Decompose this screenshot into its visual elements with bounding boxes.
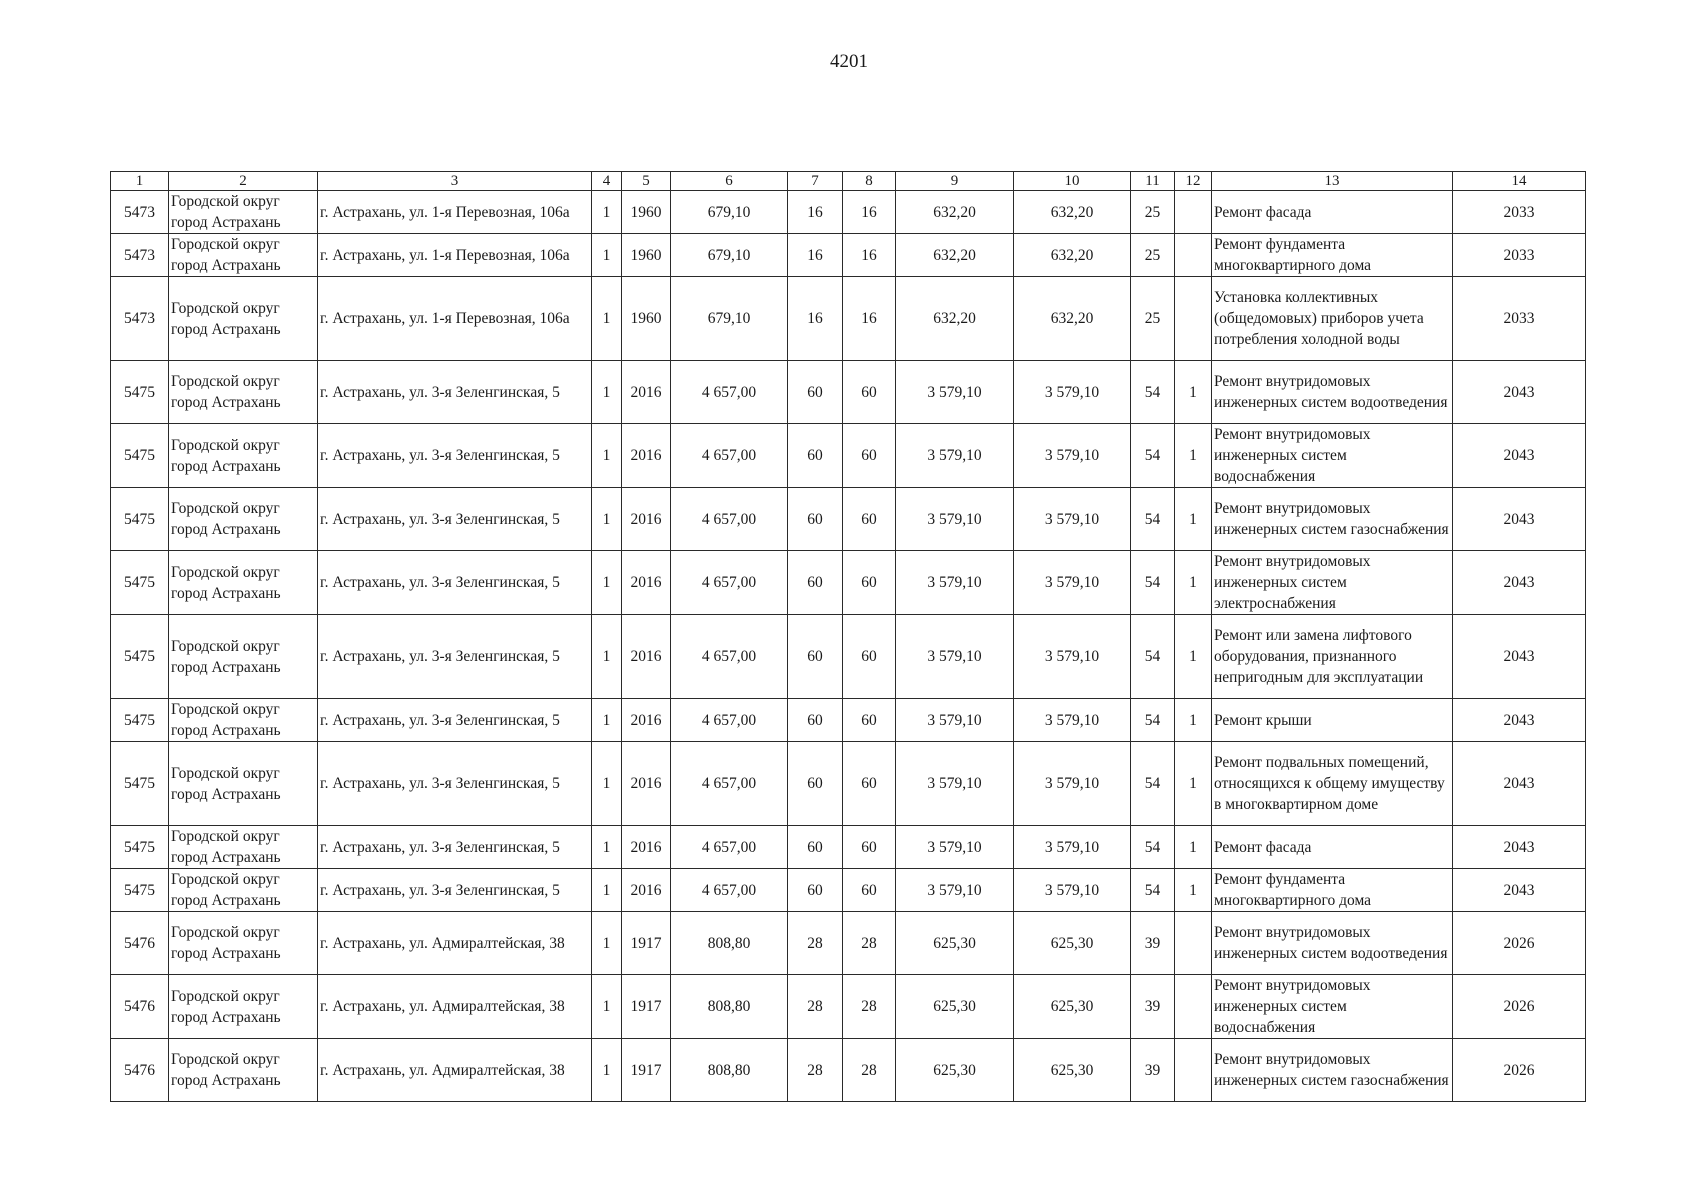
cell-col-12: 1 [1175, 826, 1212, 869]
cell-col-4: 1 [592, 912, 622, 975]
cell-address: г. Астрахань, ул. 1-я Перевозная, 106а [318, 234, 592, 277]
table-row [111, 488, 1586, 551]
table-row [111, 975, 1586, 1039]
cell-col-8: 60 [843, 361, 896, 424]
column-header-14: 14 [1453, 172, 1586, 191]
cell-municipality: Городской округ город Астрахань [169, 551, 318, 615]
cell-work-type: Ремонт или замена лифтового оборудования, признанного непригодным для эксплуатации [1212, 615, 1453, 699]
cell-municipality: Городской округ город Астрахань [169, 488, 318, 551]
cell-planned-year: 2043 [1453, 551, 1586, 615]
cell-planned-year: 2043 [1453, 742, 1586, 826]
cell-address: г. Астрахань, ул. 3-я Зеленгинская, 5 [318, 826, 592, 869]
cell-col-7: 60 [788, 742, 843, 826]
cell-col-4: 1 [592, 424, 622, 488]
cell-col-4: 1 [592, 699, 622, 742]
table-row [111, 912, 1586, 975]
capital-repair-table [110, 171, 1586, 1102]
cell-total-area: 4 657,00 [671, 699, 788, 742]
cell-col-4: 1 [592, 742, 622, 826]
cell-col-12 [1175, 191, 1212, 234]
cell-col-11: 25 [1131, 277, 1175, 361]
table-row [111, 191, 1586, 234]
cell-col-12 [1175, 912, 1212, 975]
cell-municipality: Городской округ город Астрахань [169, 1039, 318, 1102]
cell-col-4: 1 [592, 615, 622, 699]
cell-col-11: 54 [1131, 488, 1175, 551]
cell-municipality: Городской округ город Астрахань [169, 191, 318, 234]
cell-col-4: 1 [592, 234, 622, 277]
cell-total-area: 808,80 [671, 1039, 788, 1102]
cell-area-9: 632,20 [896, 191, 1014, 234]
column-header-5: 5 [622, 172, 671, 191]
cell-planned-year: 2043 [1453, 826, 1586, 869]
cell-municipality: Городской округ город Астрахань [169, 975, 318, 1039]
cell-col-11: 54 [1131, 551, 1175, 615]
cell-record-id: 5475 [111, 488, 169, 551]
cell-col-12 [1175, 975, 1212, 1039]
cell-col-11: 54 [1131, 869, 1175, 912]
cell-area-10: 3 579,10 [1014, 699, 1131, 742]
cell-planned-year: 2043 [1453, 869, 1586, 912]
cell-build-year: 2016 [622, 699, 671, 742]
column-header-6: 6 [671, 172, 788, 191]
cell-work-type: Ремонт подвальных помещений, относящихся к общему имуществу в многоквартирном доме [1212, 742, 1453, 826]
cell-work-type: Ремонт внутридомовых инженерных систем водоотведения [1212, 912, 1453, 975]
cell-col-4: 1 [592, 869, 622, 912]
cell-total-area: 4 657,00 [671, 551, 788, 615]
cell-municipality: Городской округ город Астрахань [169, 699, 318, 742]
cell-area-10: 3 579,10 [1014, 488, 1131, 551]
cell-col-12 [1175, 1039, 1212, 1102]
cell-work-type: Ремонт внутридомовых инженерных систем электроснабжения [1212, 551, 1453, 615]
cell-planned-year: 2043 [1453, 424, 1586, 488]
cell-col-7: 60 [788, 699, 843, 742]
table-row [111, 869, 1586, 912]
table-row [111, 826, 1586, 869]
table-row [111, 699, 1586, 742]
cell-area-9: 3 579,10 [896, 361, 1014, 424]
cell-municipality: Городской округ город Астрахань [169, 869, 318, 912]
cell-record-id: 5475 [111, 699, 169, 742]
table-row [111, 742, 1586, 826]
cell-planned-year: 2033 [1453, 277, 1586, 361]
cell-record-id: 5473 [111, 277, 169, 361]
cell-col-11: 25 [1131, 191, 1175, 234]
table-row [111, 424, 1586, 488]
cell-total-area: 4 657,00 [671, 361, 788, 424]
cell-col-7: 28 [788, 975, 843, 1039]
cell-area-10: 3 579,10 [1014, 826, 1131, 869]
cell-col-8: 28 [843, 1039, 896, 1102]
cell-col-8: 60 [843, 742, 896, 826]
cell-col-11: 25 [1131, 234, 1175, 277]
cell-area-10: 632,20 [1014, 191, 1131, 234]
cell-col-12: 1 [1175, 424, 1212, 488]
cell-planned-year: 2043 [1453, 488, 1586, 551]
cell-col-12: 1 [1175, 361, 1212, 424]
header-row [111, 172, 1586, 191]
cell-col-12 [1175, 277, 1212, 361]
cell-area-9: 625,30 [896, 1039, 1014, 1102]
cell-col-4: 1 [592, 277, 622, 361]
cell-work-type: Ремонт внутридомовых инженерных систем газоснабжения [1212, 1039, 1453, 1102]
cell-area-9: 3 579,10 [896, 615, 1014, 699]
cell-col-11: 54 [1131, 615, 1175, 699]
cell-address: г. Астрахань, ул. 1-я Перевозная, 106а [318, 191, 592, 234]
cell-col-11: 54 [1131, 699, 1175, 742]
cell-build-year: 2016 [622, 615, 671, 699]
cell-record-id: 5475 [111, 826, 169, 869]
cell-record-id: 5476 [111, 912, 169, 975]
cell-col-7: 60 [788, 551, 843, 615]
cell-col-4: 1 [592, 488, 622, 551]
column-header-12: 12 [1175, 172, 1212, 191]
cell-work-type: Ремонт фундамента многоквартирного дома [1212, 869, 1453, 912]
cell-address: г. Астрахань, ул. 3-я Зеленгинская, 5 [318, 361, 592, 424]
cell-area-10: 3 579,10 [1014, 361, 1131, 424]
cell-col-8: 60 [843, 615, 896, 699]
cell-build-year: 2016 [622, 361, 671, 424]
cell-col-4: 1 [592, 826, 622, 869]
cell-area-9: 3 579,10 [896, 742, 1014, 826]
cell-area-9: 3 579,10 [896, 699, 1014, 742]
cell-address: г. Астрахань, ул. 1-я Перевозная, 106а [318, 277, 592, 361]
cell-municipality: Городской округ город Астрахань [169, 615, 318, 699]
cell-col-11: 39 [1131, 912, 1175, 975]
cell-col-11: 39 [1131, 975, 1175, 1039]
cell-build-year: 1960 [622, 191, 671, 234]
cell-col-12: 1 [1175, 869, 1212, 912]
cell-area-10: 632,20 [1014, 234, 1131, 277]
cell-area-9: 3 579,10 [896, 826, 1014, 869]
table-row [111, 1039, 1586, 1102]
cell-municipality: Городской округ город Астрахань [169, 361, 318, 424]
cell-col-8: 60 [843, 488, 896, 551]
cell-total-area: 4 657,00 [671, 826, 788, 869]
cell-work-type: Ремонт внутридомовых инженерных систем водоснабжения [1212, 424, 1453, 488]
cell-work-type: Установка коллективных (общедомовых) приборов учета потребления холодной воды [1212, 277, 1453, 361]
cell-build-year: 1960 [622, 277, 671, 361]
cell-area-10: 3 579,10 [1014, 551, 1131, 615]
cell-record-id: 5475 [111, 551, 169, 615]
cell-col-7: 60 [788, 361, 843, 424]
cell-col-4: 1 [592, 551, 622, 615]
cell-col-11: 54 [1131, 424, 1175, 488]
column-header-4: 4 [592, 172, 622, 191]
cell-col-4: 1 [592, 1039, 622, 1102]
cell-area-9: 632,20 [896, 234, 1014, 277]
cell-work-type: Ремонт внутридомовых инженерных систем газоснабжения [1212, 488, 1453, 551]
cell-col-12: 1 [1175, 742, 1212, 826]
cell-area-9: 625,30 [896, 912, 1014, 975]
cell-total-area: 4 657,00 [671, 424, 788, 488]
column-header-11: 11 [1131, 172, 1175, 191]
cell-municipality: Городской округ город Астрахань [169, 234, 318, 277]
cell-col-8: 60 [843, 551, 896, 615]
cell-record-id: 5475 [111, 869, 169, 912]
cell-build-year: 1917 [622, 975, 671, 1039]
table-row [111, 551, 1586, 615]
cell-work-type: Ремонт крыши [1212, 699, 1453, 742]
cell-area-10: 3 579,10 [1014, 742, 1131, 826]
cell-work-type: Ремонт фасада [1212, 826, 1453, 869]
cell-address: г. Астрахань, ул. 3-я Зеленгинская, 5 [318, 699, 592, 742]
cell-col-7: 16 [788, 191, 843, 234]
cell-col-11: 39 [1131, 1039, 1175, 1102]
cell-build-year: 2016 [622, 424, 671, 488]
cell-col-8: 60 [843, 424, 896, 488]
cell-planned-year: 2043 [1453, 361, 1586, 424]
table-row [111, 234, 1586, 277]
cell-col-7: 60 [788, 488, 843, 551]
cell-col-11: 54 [1131, 361, 1175, 424]
column-header-2: 2 [169, 172, 318, 191]
cell-area-9: 632,20 [896, 277, 1014, 361]
cell-col-7: 28 [788, 912, 843, 975]
cell-build-year: 2016 [622, 488, 671, 551]
cell-col-8: 16 [843, 277, 896, 361]
cell-col-7: 60 [788, 615, 843, 699]
cell-area-9: 625,30 [896, 975, 1014, 1039]
cell-col-7: 60 [788, 826, 843, 869]
cell-area-10: 3 579,10 [1014, 424, 1131, 488]
cell-planned-year: 2043 [1453, 699, 1586, 742]
cell-total-area: 808,80 [671, 912, 788, 975]
column-header-3: 3 [318, 172, 592, 191]
cell-area-9: 3 579,10 [896, 869, 1014, 912]
cell-col-8: 28 [843, 975, 896, 1039]
cell-address: г. Астрахань, ул. 3-я Зеленгинская, 5 [318, 742, 592, 826]
cell-build-year: 1917 [622, 1039, 671, 1102]
table-body [111, 191, 1586, 1102]
cell-col-11: 54 [1131, 742, 1175, 826]
cell-work-type: Ремонт фундамента многоквартирного дома [1212, 234, 1453, 277]
cell-planned-year: 2033 [1453, 234, 1586, 277]
cell-planned-year: 2026 [1453, 1039, 1586, 1102]
cell-col-8: 16 [843, 234, 896, 277]
cell-area-9: 3 579,10 [896, 424, 1014, 488]
cell-col-12: 1 [1175, 699, 1212, 742]
cell-municipality: Городской округ город Астрахань [169, 826, 318, 869]
cell-record-id: 5475 [111, 615, 169, 699]
cell-col-12: 1 [1175, 488, 1212, 551]
cell-work-type: Ремонт внутридомовых инженерных систем водоотведения [1212, 361, 1453, 424]
column-header-8: 8 [843, 172, 896, 191]
cell-area-10: 625,30 [1014, 975, 1131, 1039]
cell-record-id: 5475 [111, 424, 169, 488]
cell-area-10: 3 579,10 [1014, 869, 1131, 912]
cell-area-10: 632,20 [1014, 277, 1131, 361]
cell-col-7: 60 [788, 424, 843, 488]
table-row [111, 615, 1586, 699]
cell-area-10: 625,30 [1014, 912, 1131, 975]
cell-col-4: 1 [592, 975, 622, 1039]
column-header-10: 10 [1014, 172, 1131, 191]
cell-col-7: 16 [788, 234, 843, 277]
cell-build-year: 1960 [622, 234, 671, 277]
cell-address: г. Астрахань, ул. 3-я Зеленгинская, 5 [318, 615, 592, 699]
cell-total-area: 4 657,00 [671, 488, 788, 551]
cell-col-12: 1 [1175, 615, 1212, 699]
cell-municipality: Городской округ город Астрахань [169, 912, 318, 975]
column-header-13: 13 [1212, 172, 1453, 191]
cell-build-year: 1917 [622, 912, 671, 975]
cell-area-9: 3 579,10 [896, 488, 1014, 551]
cell-work-type: Ремонт внутридомовых инженерных систем водоснабжения [1212, 975, 1453, 1039]
cell-municipality: Городской округ город Астрахань [169, 277, 318, 361]
cell-total-area: 4 657,00 [671, 869, 788, 912]
cell-total-area: 4 657,00 [671, 742, 788, 826]
cell-build-year: 2016 [622, 551, 671, 615]
cell-area-9: 3 579,10 [896, 551, 1014, 615]
cell-col-8: 60 [843, 699, 896, 742]
cell-planned-year: 2026 [1453, 912, 1586, 975]
cell-area-10: 625,30 [1014, 1039, 1131, 1102]
cell-col-8: 16 [843, 191, 896, 234]
cell-total-area: 679,10 [671, 191, 788, 234]
cell-total-area: 679,10 [671, 277, 788, 361]
cell-planned-year: 2043 [1453, 615, 1586, 699]
cell-record-id: 5476 [111, 975, 169, 1039]
cell-address: г. Астрахань, ул. 3-я Зеленгинская, 5 [318, 551, 592, 615]
cell-address: г. Астрахань, ул. 3-я Зеленгинская, 5 [318, 488, 592, 551]
cell-municipality: Городской округ город Астрахань [169, 742, 318, 826]
page-number: 4201 [830, 51, 868, 72]
cell-address: г. Астрахань, ул. Адмиралтейская, 38 [318, 1039, 592, 1102]
cell-build-year: 2016 [622, 869, 671, 912]
cell-total-area: 808,80 [671, 975, 788, 1039]
cell-col-7: 60 [788, 869, 843, 912]
cell-col-11: 54 [1131, 826, 1175, 869]
column-header-7: 7 [788, 172, 843, 191]
cell-planned-year: 2026 [1453, 975, 1586, 1039]
table-row [111, 361, 1586, 424]
cell-record-id: 5473 [111, 234, 169, 277]
cell-total-area: 4 657,00 [671, 615, 788, 699]
cell-col-8: 60 [843, 869, 896, 912]
cell-total-area: 679,10 [671, 234, 788, 277]
cell-address: г. Астрахань, ул. Адмиралтейская, 38 [318, 912, 592, 975]
cell-record-id: 5475 [111, 361, 169, 424]
cell-address: г. Астрахань, ул. 3-я Зеленгинская, 5 [318, 869, 592, 912]
cell-col-12: 1 [1175, 551, 1212, 615]
cell-area-10: 3 579,10 [1014, 615, 1131, 699]
cell-build-year: 2016 [622, 826, 671, 869]
table-row [111, 277, 1586, 361]
cell-col-8: 60 [843, 826, 896, 869]
cell-work-type: Ремонт фасада [1212, 191, 1453, 234]
column-header-1: 1 [111, 172, 169, 191]
cell-address: г. Астрахань, ул. Адмиралтейская, 38 [318, 975, 592, 1039]
cell-col-7: 28 [788, 1039, 843, 1102]
cell-col-4: 1 [592, 361, 622, 424]
cell-build-year: 2016 [622, 742, 671, 826]
cell-col-4: 1 [592, 191, 622, 234]
cell-record-id: 5475 [111, 742, 169, 826]
cell-col-8: 28 [843, 912, 896, 975]
cell-col-7: 16 [788, 277, 843, 361]
cell-planned-year: 2033 [1453, 191, 1586, 234]
cell-address: г. Астрахань, ул. 3-я Зеленгинская, 5 [318, 424, 592, 488]
cell-municipality: Городской округ город Астрахань [169, 424, 318, 488]
cell-record-id: 5476 [111, 1039, 169, 1102]
cell-record-id: 5473 [111, 191, 169, 234]
column-header-9: 9 [896, 172, 1014, 191]
cell-col-12 [1175, 234, 1212, 277]
